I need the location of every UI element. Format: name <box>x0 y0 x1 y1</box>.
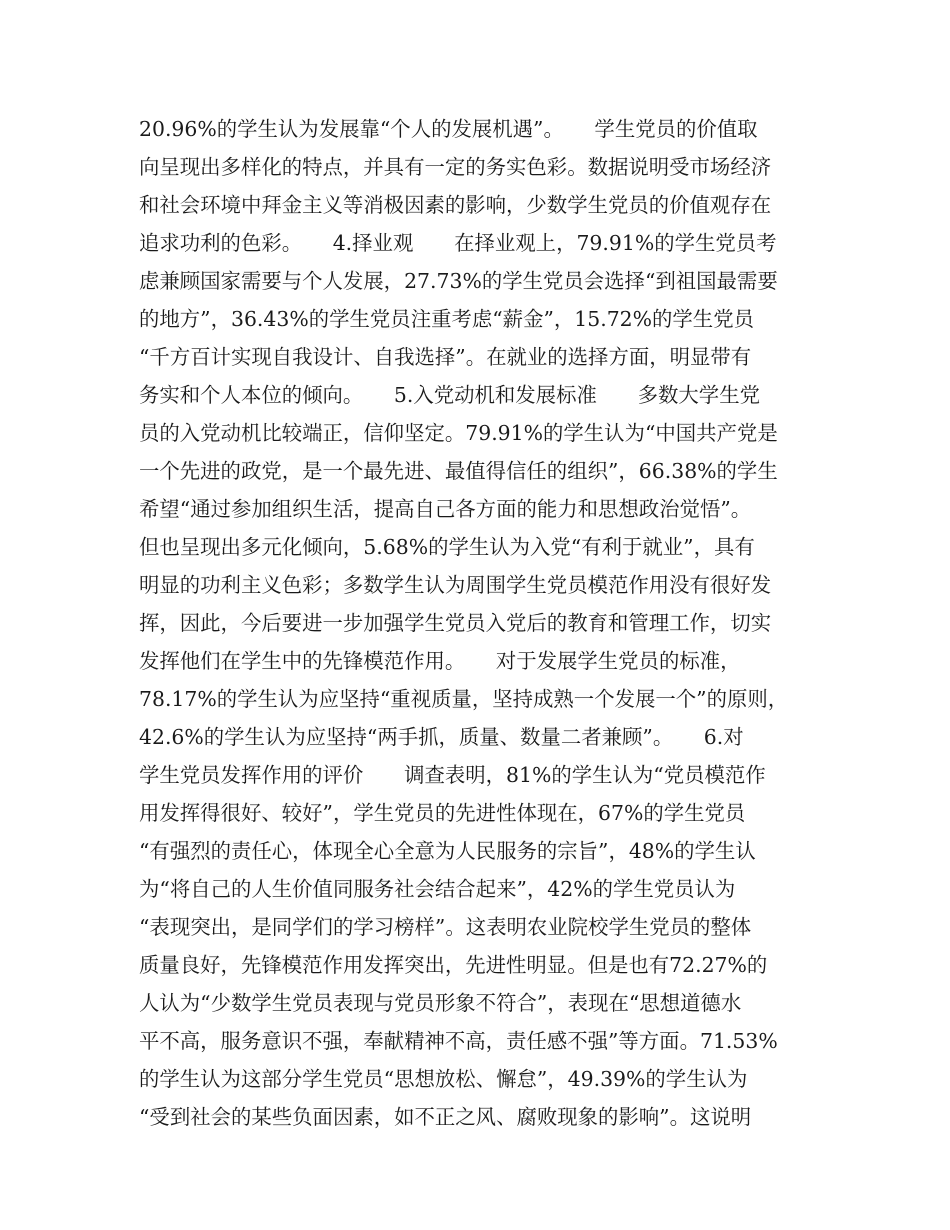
text-line: 平不高，服务意识不强，奉献精神不高，责任感不强”等方面。71.53% <box>139 1029 778 1053</box>
text-line: 人认为“少数学生党员表现与党员形象不符合”，表现在“思想道德水 <box>139 991 742 1015</box>
text-line: 追求功利的色彩。 4.择业观 在择业观上，79.91%的学生党员考 <box>139 231 777 255</box>
body-text <box>139 110 839 1136</box>
text-line: 质量良好，先锋模范作用发挥突出，先进性明显。但是也有72.27%的 <box>139 953 768 977</box>
text-line: 的学生认为这部分学生党员“思想放松、懈怠”，49.39%的学生认为 <box>139 1067 748 1091</box>
text-line: “受到社会的某些负面因素，如不正之风、腐败现象的影响”。这说明 <box>139 1105 752 1129</box>
text-line: 用发挥得很好、较好”，学生党员的先进性体现在，67%的学生党员 <box>139 801 746 825</box>
text-line: 和社会环境中拜金主义等消极因素的影响，少数学生党员的价值观存在 <box>139 193 772 217</box>
text-line: 学生党员发挥作用的评价 调查表明，81%的学生认为“党员模范作 <box>139 763 766 787</box>
text-line: 一个先进的政党，是一个最先进、最值得信任的组织”，66.38%的学生 <box>139 459 778 483</box>
text-line: 务实和个人本位的倾向。 5.入党动机和发展标准 多数大学生党 <box>139 383 760 407</box>
text-line: 向呈现出多样化的特点，并具有一定的务实色彩。数据说明受市场经济 <box>139 155 772 179</box>
text-line: 的地方”，36.43%的学生党员注重考虑“薪金”，15.72%的学生党员 <box>139 307 754 331</box>
text-line: 为“将自己的人生价值同服务社会结合起来”，42%的学生党员认为 <box>139 877 736 901</box>
text-line: 明显的功利主义色彩；多数学生认为周围学生党员模范作用没有很好发 <box>139 573 772 597</box>
text-line: 20.96%的学生认为发展靠“个人的发展机遇”。 学生党员的价值取 <box>139 117 758 141</box>
text-line: 但也呈现出多元化倾向，5.68%的学生认为入党“有利于就业”，具有 <box>139 535 755 559</box>
text-line: 挥，因此，今后要进一步加强学生党员入党后的教育和管理工作，切实 <box>139 611 772 635</box>
text-line: “表现突出，是同学们的学习榜样”。这表明农业院校学生党员的整体 <box>139 915 752 939</box>
text-line: “千方百计实现自我设计、自我选择”。在就业的选择方面，明显带有 <box>139 345 752 369</box>
text-line: 希望“通过参加组织生活，提高自己各方面的能力和思想政治觉悟”。 <box>139 497 752 521</box>
text-line: 42.6%的学生认为应坚持“两手抓，质量、数量二者兼顾”。 6.对 <box>139 725 744 749</box>
text-line: 员的入党动机比较端正，信仰坚定。79.91%的学生认为“中国共产党是 <box>139 421 778 445</box>
text-line: 78.17%的学生认为应坚持“重视质量，坚持成熟一个发展一个”的原则， <box>139 687 789 711</box>
text-line: “有强烈的责任心，体现全心全意为人民服务的宗旨”，48%的学生认 <box>139 839 756 863</box>
text-line: 发挥他们在学生中的先锋模范作用。 对于发展学生党员的标准， <box>139 649 741 673</box>
text-line: 虑兼顾国家需要与个人发展，27.73%的学生党员会选择“到祖国最需要 <box>139 269 778 293</box>
